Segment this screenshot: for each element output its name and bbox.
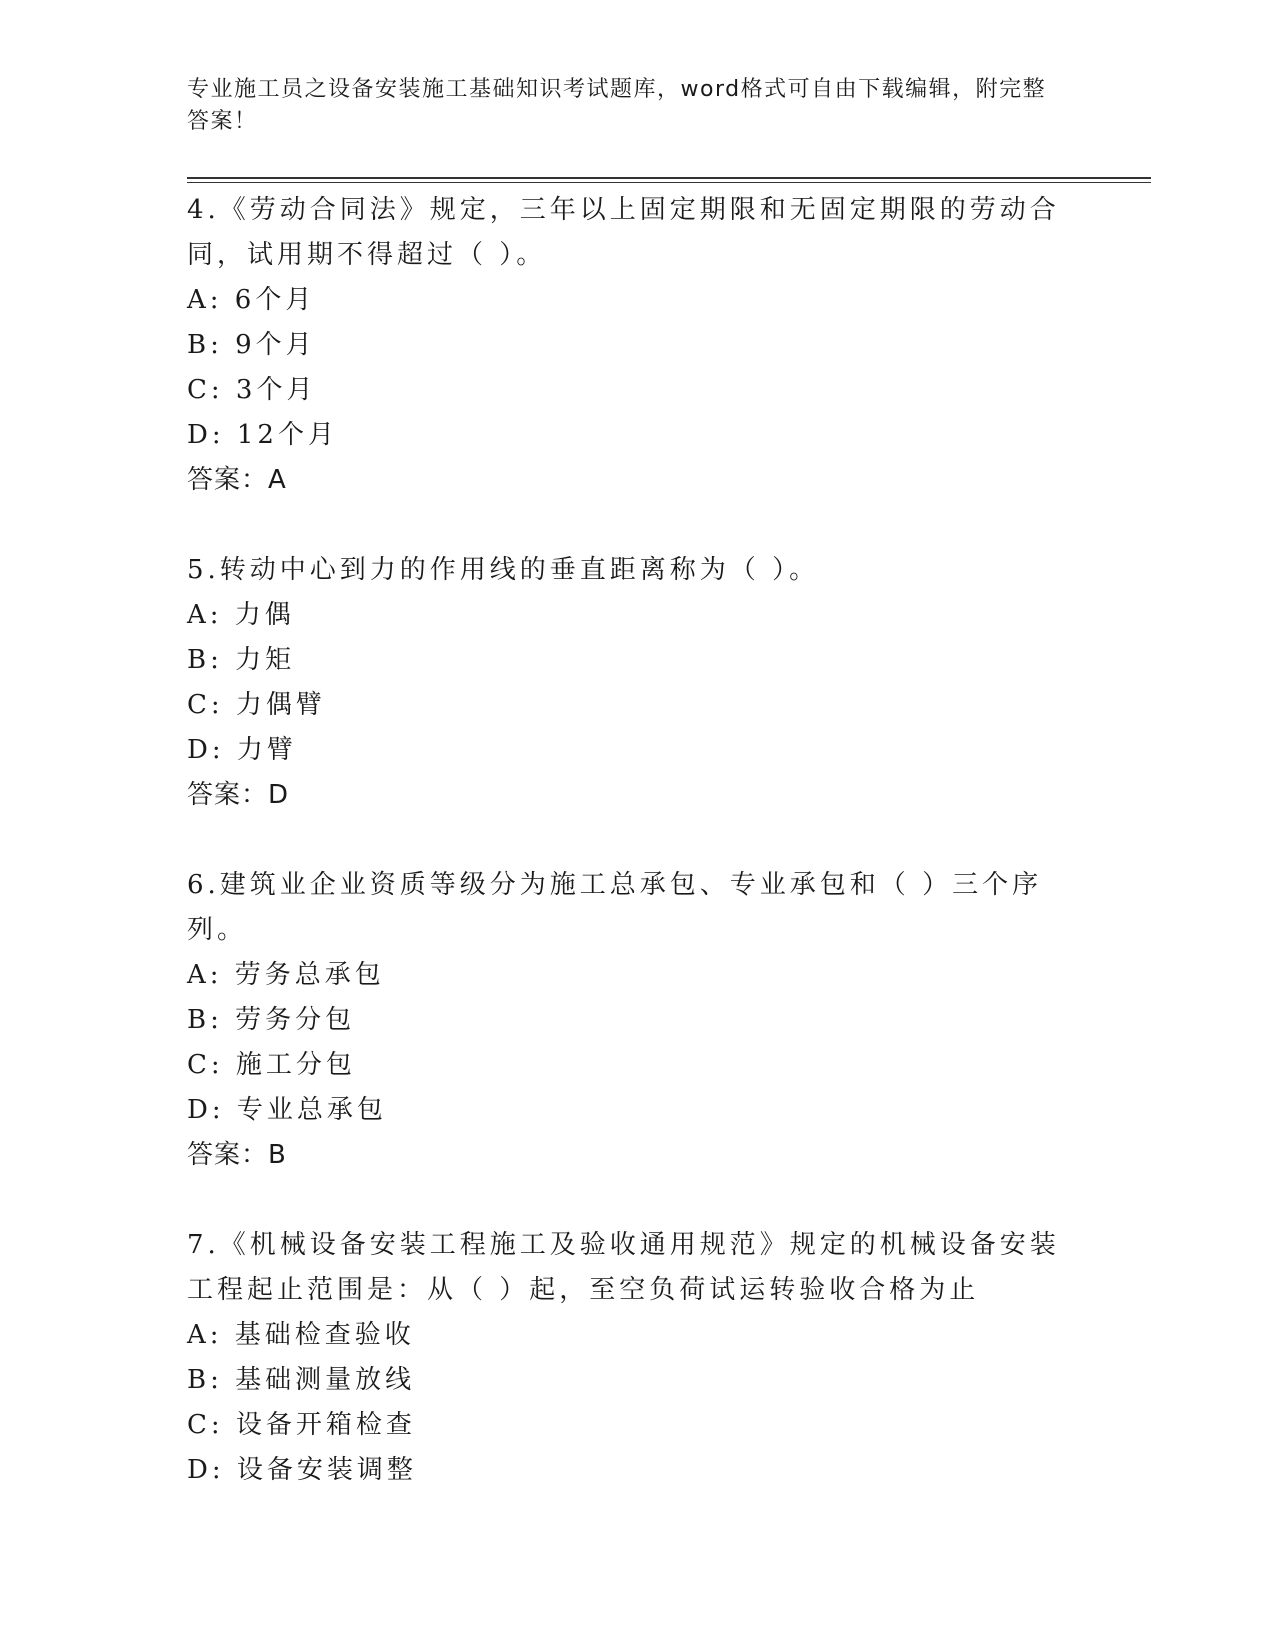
option-a: A: 力偶 [187, 600, 295, 630]
document-header: 专业施工员之设备安装施工基础知识考试题库，word格式可自由下载编辑，附完整答案！ [187, 77, 1047, 134]
question-list [187, 188, 1087, 1538]
question-6 [187, 863, 1087, 1178]
option-d: D: 12个月 [187, 420, 338, 450]
question-stem: 7.《机械设备安装工程施工及验收通用规范》规定的机械设备安装工程起止范围是：从（ ）起，至空负荷试运转验收合格为止 [187, 1230, 1060, 1305]
answer-line: 答案：B [187, 1140, 287, 1170]
question-5 [187, 548, 1087, 818]
header-divider-thick [187, 177, 1151, 179]
question-7 [187, 1223, 1087, 1493]
option-c: C: 施工分包 [187, 1050, 356, 1080]
answer-line: 答案：A [187, 465, 287, 495]
answer-line: 答案：D [187, 780, 290, 810]
option-c: C: 力偶臂 [187, 690, 326, 720]
header-divider-thin [187, 182, 1151, 183]
question-4 [187, 188, 1087, 503]
option-b: B: 基础测量放线 [187, 1365, 416, 1395]
question-stem: 5.转动中心到力的作用线的垂直距离称为（ ）。 [187, 555, 820, 585]
question-stem: 6.建筑业企业资质等级分为施工总承包、专业承包和（ ）三个序列。 [187, 870, 1043, 945]
option-a: A: 6个月 [187, 285, 316, 315]
option-d: D: 设备安装调整 [187, 1455, 417, 1485]
option-a: A: 劳务总承包 [187, 960, 385, 990]
option-b: B: 力矩 [187, 645, 296, 675]
option-c: C: 3个月 [187, 375, 317, 405]
question-stem: 4.《劳动合同法》规定，三年以上固定期限和无固定期限的劳动合同，试用期不得超过（ ）。 [187, 195, 1060, 270]
option-d: D: 专业总承包 [187, 1095, 387, 1125]
option-c: C: 设备开箱检查 [187, 1410, 416, 1440]
option-a: A: 基础检查验收 [187, 1320, 415, 1350]
option-d: D: 力臂 [187, 735, 297, 765]
option-b: B: 9个月 [187, 330, 316, 360]
option-b: B: 劳务分包 [187, 1005, 356, 1035]
